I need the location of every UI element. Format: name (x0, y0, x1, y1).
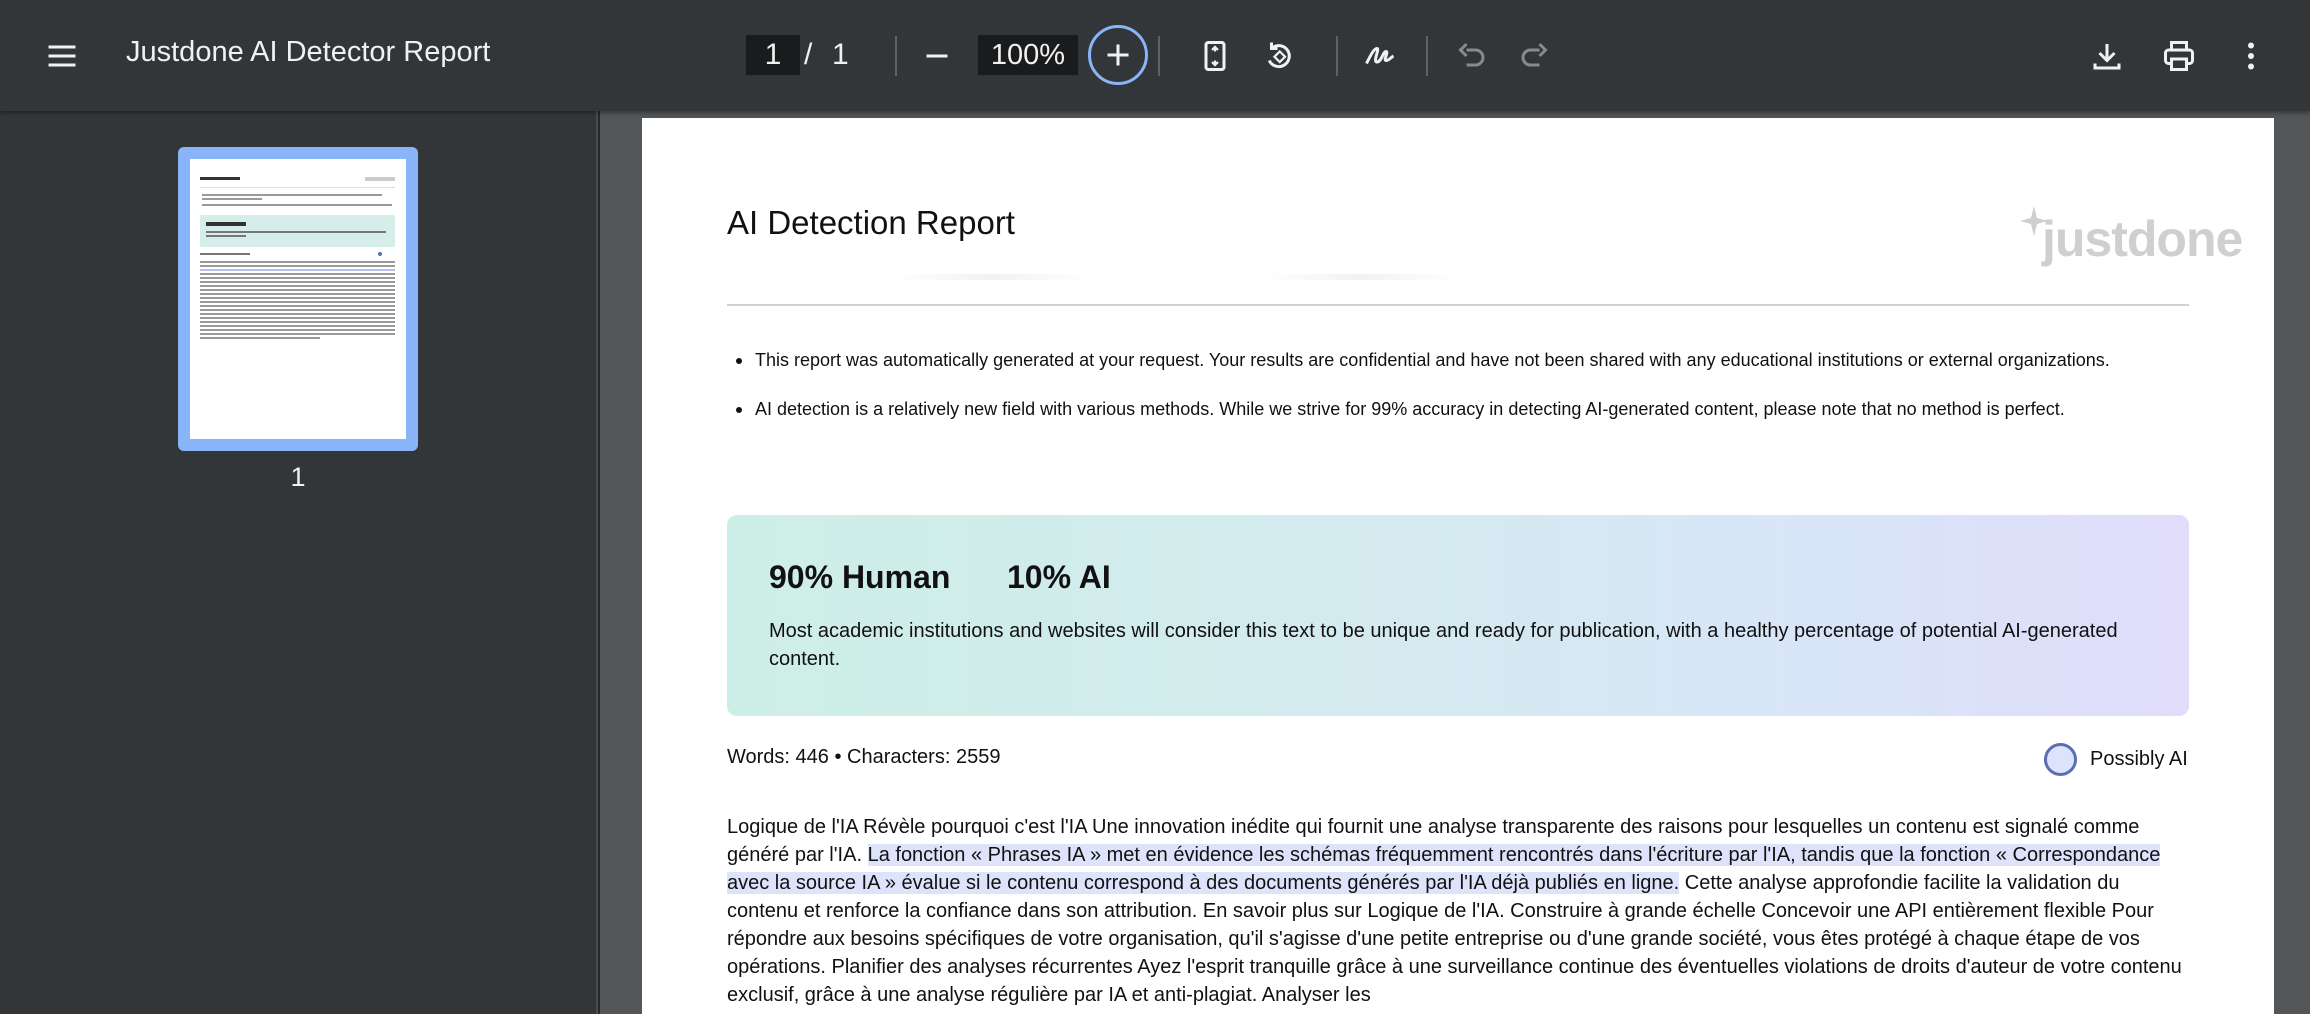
report-title: AI Detection Report (727, 204, 1015, 241)
note-item: This report was automatically generated at your request. Your results are confidential and have not been shared with any educational institutions or external organizations. (727, 349, 2189, 372)
document-title: Justdone AI Detector Report (126, 36, 491, 68)
word-character-count: Words: 446 • Characters: 2559 (727, 746, 1001, 768)
zoom-in-button[interactable] (1088, 25, 1148, 85)
text-segment: Logique de l'IA Révèle pourquoi c'est l'IA Une innovation inédite qui fournit une analyse transparente des raisons pour lesquelles un contenu est signalé comme généré par l'IA. (727, 816, 2140, 866)
draw-annotation-icon[interactable] (1352, 28, 1408, 84)
justdone-logo (2020, 206, 2243, 272)
ai-score: 10% AI (1007, 559, 1111, 595)
human-score: 90% Human (769, 559, 951, 595)
analyzed-text (727, 813, 2192, 1009)
legend-label: Possibly AI (2090, 748, 2188, 770)
possibly-ai-highlight: La fonction « Phrases IA » met en évidence les schémas fréquemment rencontrés dans l'écriture par l'IA, tandis que la fonction « Correspondance avec la source IA » évalue si le contenu correspond à des documents générés par l'IA déjà publiés en ligne. (727, 844, 2161, 894)
logo-wordmark: justdone (2042, 211, 2243, 267)
zoom-out-button[interactable] (909, 28, 965, 84)
rotate-icon[interactable] (1251, 28, 1307, 84)
pdf-page (642, 118, 2274, 1014)
possibly-ai-marker-icon (2044, 743, 2077, 776)
toolbar-divider (1158, 36, 1160, 76)
menu-icon[interactable] (34, 28, 90, 84)
print-icon[interactable] (2151, 28, 2207, 84)
redo-icon[interactable] (1507, 28, 1563, 84)
undo-icon[interactable] (1443, 28, 1499, 84)
zoom-level-input[interactable]: 100% (978, 35, 1078, 75)
thumbnail-sidebar (0, 111, 598, 1014)
download-icon[interactable] (2079, 28, 2135, 84)
thumbnail-page-number: 1 (290, 462, 306, 492)
decorative-line (892, 274, 1092, 280)
score-description: Most academic institutions and websites will consider this text to be unique and ready for publication, with a healthy percentage of potential AI-generated content. (769, 620, 2118, 670)
report-notes (727, 349, 2189, 447)
document-viewer[interactable] (600, 111, 2310, 1014)
toolbar-divider (1426, 36, 1428, 76)
decorative-line (1262, 274, 1462, 280)
thumbnail-page-preview (190, 159, 406, 439)
header-divider (727, 304, 2189, 306)
page-separator: / (804, 38, 813, 71)
legend (2044, 743, 2188, 776)
pdf-toolbar (0, 0, 2310, 111)
text-segment: Cette analyse approfondie facilite la validation du contenu et renforce la confiance dans son attribution. En savoir plus sur Logique de l'IA. Construire à grande échelle Concevoir une API entièrement flexible Pour répondre aux besoins spécifiques de votre organisation, qu'il s'agisse d'une petite entreprise ou d'une grande société, vous êtes protégé à chaque étape de vos opérations. Planifier des analyses récurrentes Ayez l'esprit tranquille grâce à une surveillance continue des éventuelles violations de droits d'auteur de votre contenu exclusif, grâce à une analyse régulière par IA et anti-plagiat. Analyser les (727, 872, 2182, 1006)
score-summary-card (727, 515, 2189, 716)
note-item: AI detection is a relatively new field with various methods. While we strive for 99% accuracy in detecting AI-generated content, please note that no method is perfect. (727, 398, 2189, 421)
toolbar-divider (895, 36, 897, 76)
page-thumbnail[interactable] (178, 147, 418, 451)
fit-page-icon[interactable] (1187, 28, 1243, 84)
total-pages: 1 (832, 38, 849, 71)
more-options-icon[interactable] (2223, 28, 2279, 84)
toolbar-divider (1336, 36, 1338, 76)
page-number-input[interactable]: 1 (746, 35, 800, 75)
